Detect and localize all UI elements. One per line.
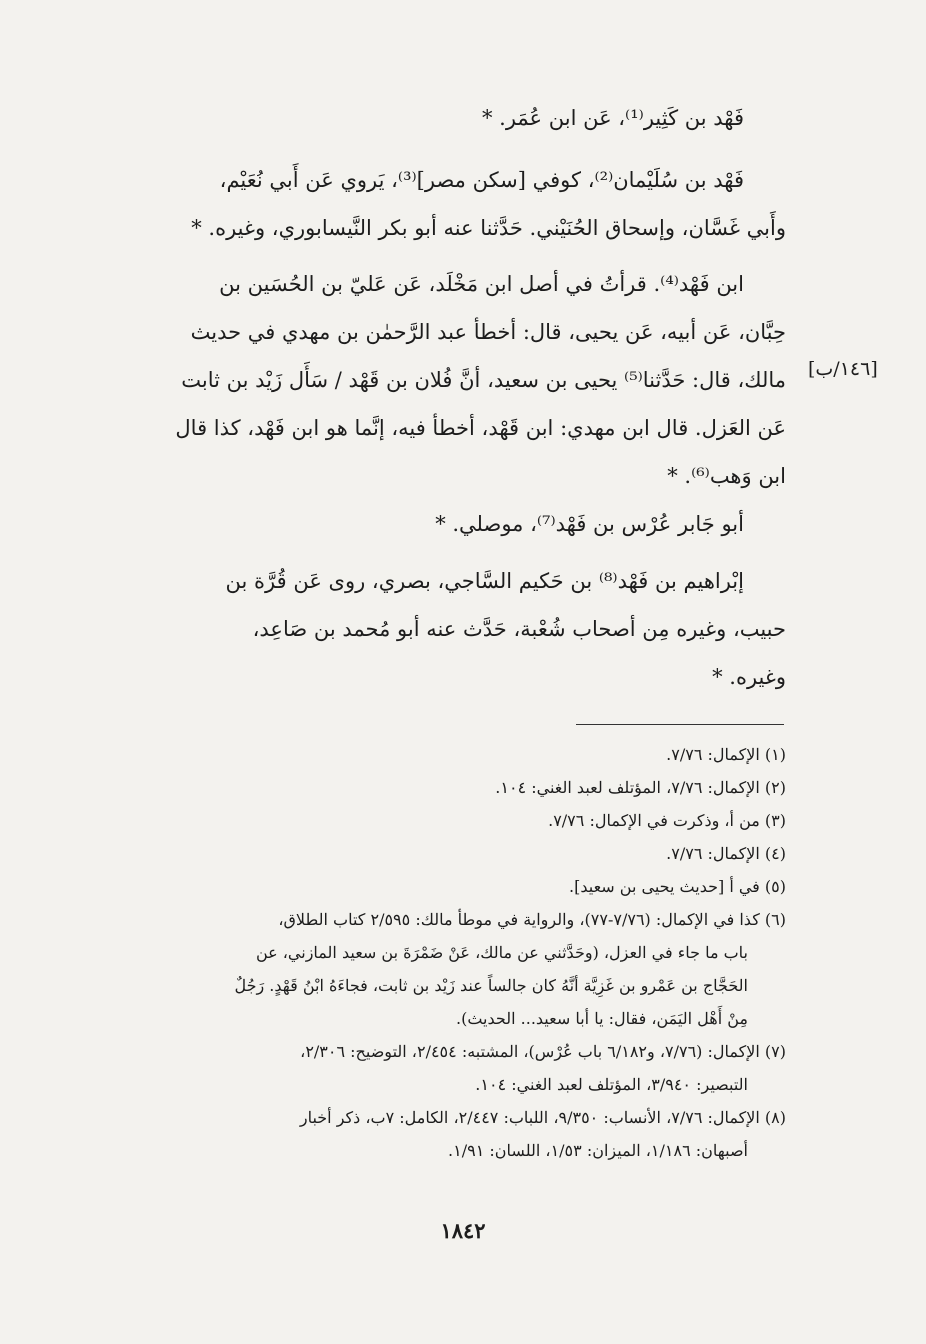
entry-line: وغيره. * bbox=[712, 665, 786, 689]
footnote-1: (١) الإكمال: ٧/٧٦. bbox=[666, 745, 786, 764]
footnotes bbox=[100, 738, 786, 1167]
entry-line: ابن فَهْد⁽⁴⁾. قرأتُ في أصل ابن مَخْلَد، عَن عَليّ بن الحُسَين بن bbox=[219, 272, 744, 296]
entry-line: حِبَّان، عَن أبيه، عَن يحيى، قال: أخطأ عبد الرَّحمٰن بن مهدي في حديث bbox=[190, 320, 786, 344]
entry-line: عَن العَزل. قال ابن مهدي: ابن قَهْد، أخطأ فيه، إنَّما هو ابن فَهْد، كذا قال bbox=[175, 416, 786, 440]
manuscript-folio-marker: [١٤٦/ب] bbox=[808, 358, 878, 380]
entry-line: وأَبي غَسَّان، وإسحاق الحُنَيْني. حَدَّثنا عنه أبو بكر النَّيسابوري، وغيره. * bbox=[191, 216, 786, 240]
footnote-6-continuation: مِنْ أَهْل اليَمَن، فقال: يا أبا سعيد... الحديث). bbox=[456, 1009, 748, 1028]
entry-line: فَهْد بن سُلَيْمان⁽²⁾، كوفي [سكن مصر]⁽³⁾، يَروي عَن أَبي نُعَيْم، bbox=[219, 168, 744, 192]
main-text-block-4 bbox=[96, 500, 786, 548]
footnote-7-continuation: التبصير: ٣/٩٤٠، المؤتلف لعبد الغني: ١٠٤. bbox=[475, 1075, 748, 1094]
footnote-6-continuation: باب ما جاء في العزل، (وحَدَّثني عن مالك، عَنْ ضَمْرَةَ بن سعيد المازني، عن bbox=[255, 943, 748, 962]
main-text-block-2 bbox=[96, 156, 786, 252]
main-text-block-3 bbox=[96, 260, 786, 500]
footnote-6: (٦) كذا في الإكمال: (٧/٧٦-٧٧)، والرواية في موطأ مالك: ٢/٥٩٥ كتاب الطلاق، bbox=[278, 910, 786, 929]
entry-line: مالك، قال: حَدَّثنا⁽⁵⁾ يحيى بن سعيد، أنَّ فُلان بن قَهْد / سَأَل زَيْد بن ثابت bbox=[181, 368, 786, 392]
footnote-4: (٤) الإكمال: ٧/٧٦. bbox=[666, 844, 786, 863]
entry-line: فَهْد بن كَثِير⁽¹⁾، عَن ابن عُمَر. * bbox=[481, 106, 744, 130]
footnote-8: (٨) الإكمال: ٧/٧٦، الأنساب: ٩/٣٥٠، اللباب: ٢/٤٤٧، الكامل: ٧ب، ذكر أخبار bbox=[299, 1108, 786, 1127]
entry-fahd-ibn-kathir bbox=[96, 94, 786, 142]
entry-abu-jabir bbox=[96, 500, 786, 548]
entry-ibn-fahd bbox=[96, 260, 786, 500]
entry-line: أبو جَابر عُرْس بن فَهْد⁽⁷⁾، موصلي. * bbox=[435, 512, 744, 536]
footnote-2: (٢) الإكمال: ٧/٧٦، المؤتلف لعبد الغني: ١٠٤. bbox=[495, 778, 786, 797]
footnote-5: (٥) في أ [حديث يحيى بن سعيد]. bbox=[569, 877, 786, 896]
main-text bbox=[96, 94, 786, 142]
footnote-separator bbox=[576, 724, 784, 725]
footnote-6-continuation: الحَجَّاج بن عَمْرو بن غَزِيَّة أنَّهُ كان جالساً عند زَيْد بن ثابت، فجاءَهُ ابْنُ قَهْدٍ. رَجُلٌ bbox=[234, 976, 748, 995]
footnote-7: (٧) الإكمال: (٧/٧٦، و٦/١٨٢ باب عُرْس)، المشتبه: ٢/٤٥٤، التوضيح: ٢/٣٠٦، bbox=[300, 1042, 786, 1061]
entry-ibrahim-ibn-fahd bbox=[96, 557, 786, 701]
footnote-8-continuation: أصبهان: ١/١٨٦، الميزان: ١/٥٣، اللسان: ١/٩١. bbox=[448, 1141, 748, 1160]
entry-line: إبْراهيم بن فَهْد⁽⁸⁾ بن حَكيم السَّاجي، بصري، روى عَن قُرَّة بن bbox=[225, 569, 744, 593]
footnote-3: (٣) من أ، وذكرت في الإكمال: ٧/٧٦. bbox=[548, 811, 786, 830]
entry-line: حبيب، وغيره مِن أصحاب شُعْبة، حَدَّث عنه أبو مُحمد بن صَاعِد، bbox=[252, 617, 786, 641]
page-number: ١٨٤٢ bbox=[440, 1218, 486, 1243]
entry-fahd-ibn-sulayman bbox=[96, 156, 786, 252]
entry-line: ابن وَهب⁽⁶⁾. * bbox=[667, 464, 786, 488]
main-text-block-5 bbox=[96, 557, 786, 701]
